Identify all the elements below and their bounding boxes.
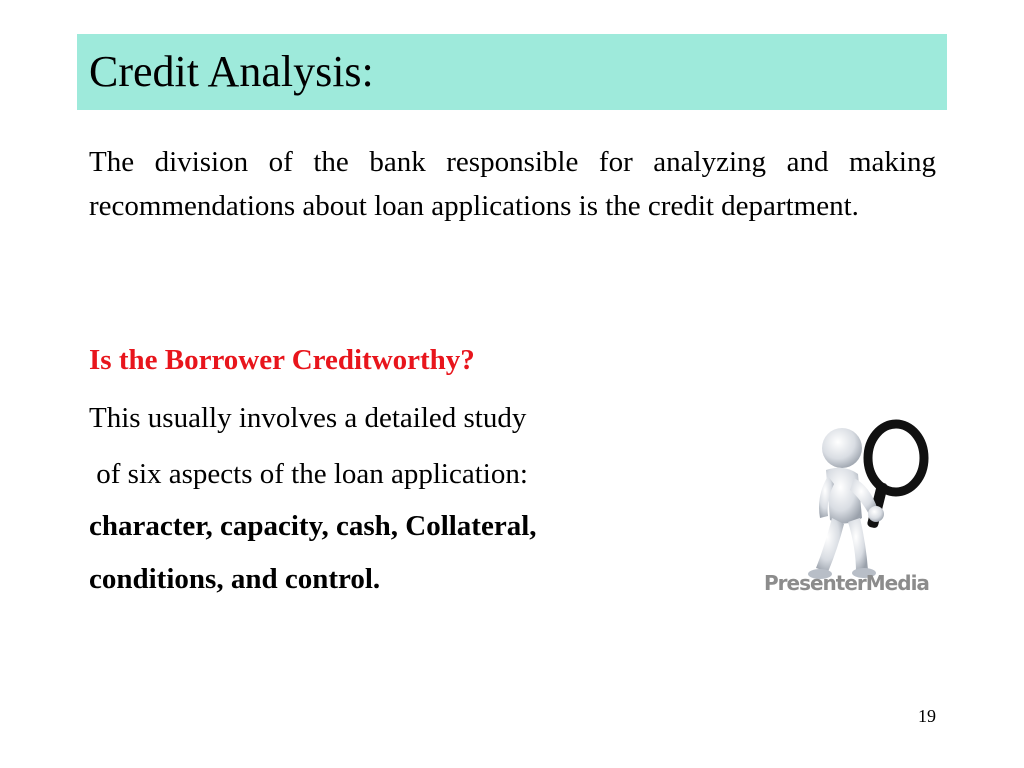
subheading: Is the Borrower Creditworthy? [89, 344, 475, 376]
intro-paragraph: The division of the bank responsible for analyzing and making recommendations about loan applications is the credit department. [89, 146, 936, 222]
aspects-line-2: conditions, and control. [89, 563, 381, 595]
title-bar [77, 34, 947, 110]
body-line-1: This usually involves a detailed study [89, 402, 527, 434]
figure-with-magnifier-icon [760, 418, 932, 603]
slide-title: Credit Analysis: [89, 47, 374, 96]
aspects-line-1: character, capacity, cash, Collateral, [89, 510, 537, 542]
watermark-text: PresenterMedia [764, 571, 929, 595]
body-line-2: of six aspects of the loan application: [89, 458, 528, 490]
page-number: 19 [918, 706, 936, 726]
